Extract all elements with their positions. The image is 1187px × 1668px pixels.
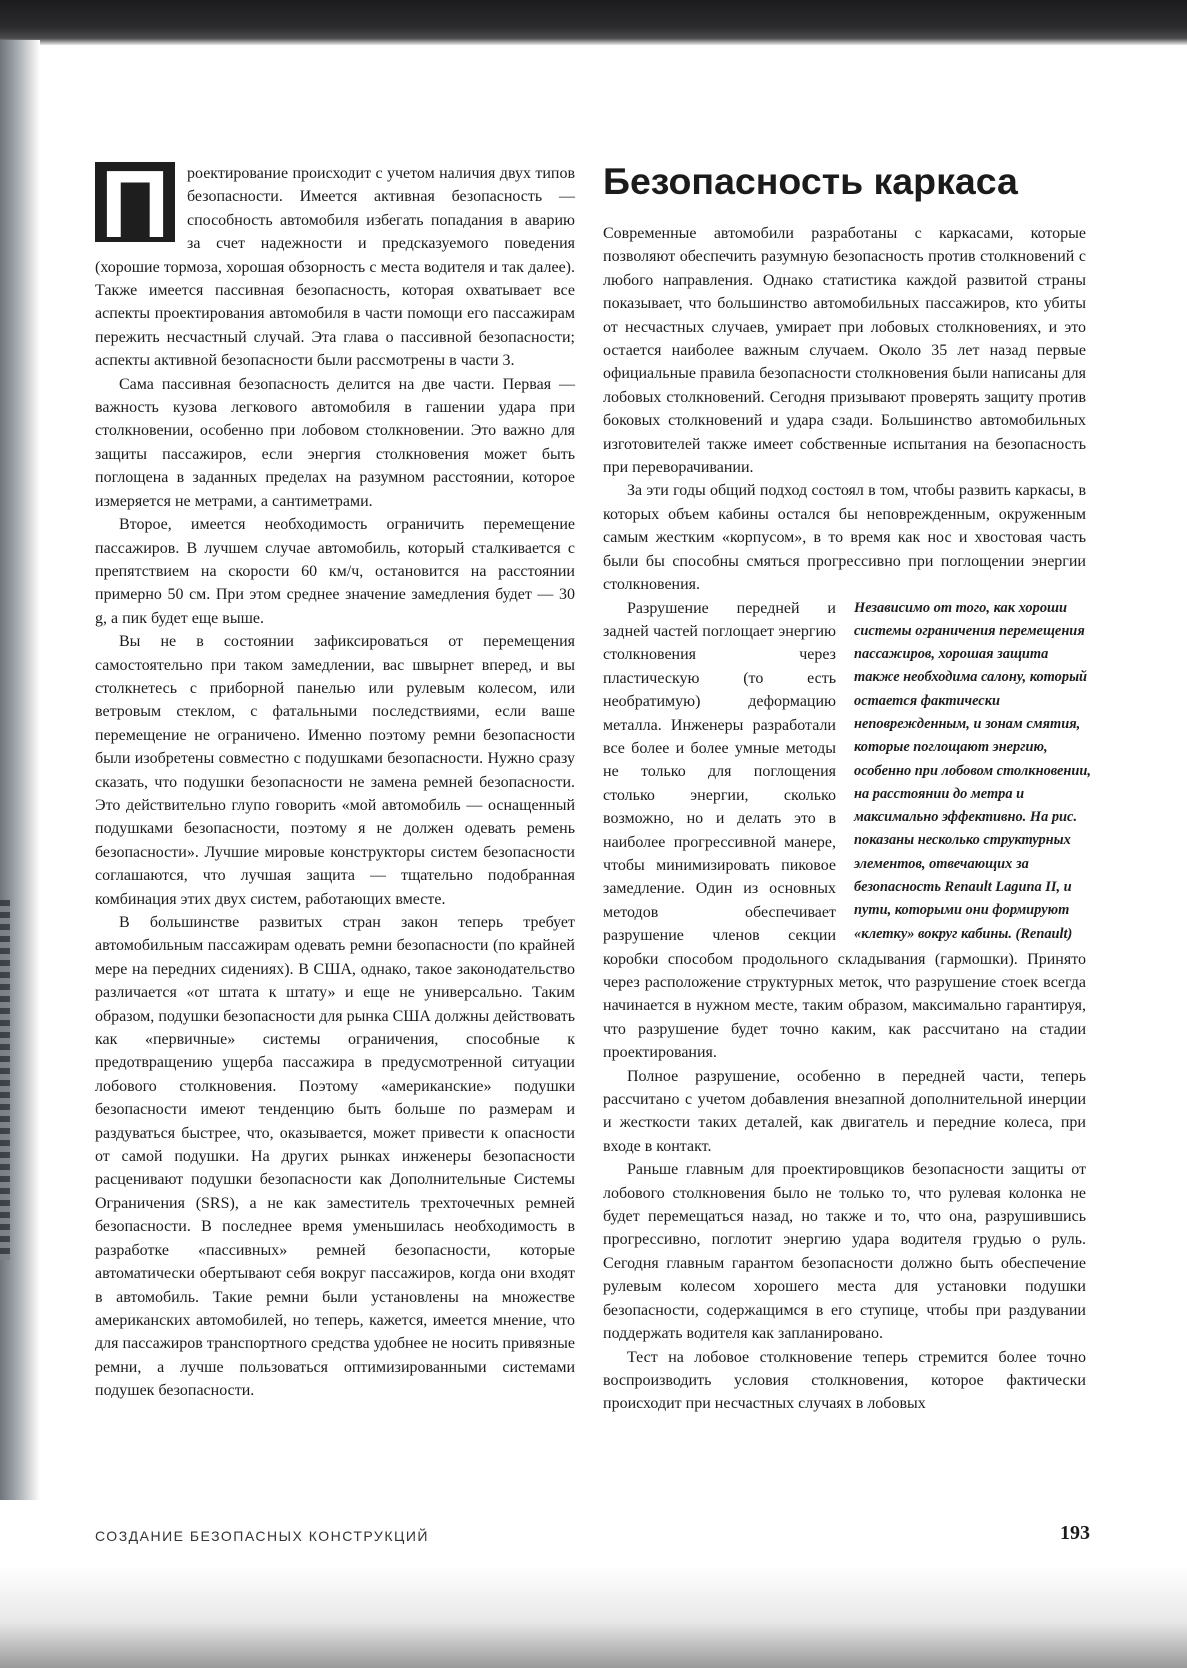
left-paragraph-text: роектирование происходит с учетом наличия двух типов безопасности. Имеется активная безопасность — способность автомобиля избегать попадания в аварию за счет надежности и предсказуемого поведения (хорошие тормоза, хорошая обзорность с места водителя и так далее). Также имеется пассивная безопасность, которая охватывает все аспекты проектирования автомобиля в части помощи его пассажирам пережить несчастный случай. Эта глава о пассивной безопасности; аспекты активной безопасности были рассмотрены в части 3. [95,165,575,370]
left-column [95,151,575,1403]
binding-strip [0,900,10,1260]
page-bottom-edge [0,1565,1187,1668]
binding-shadow [0,40,40,1500]
right-paragraph: Тест на лобовое столкновение теперь стремится более точно воспроизводить условия столкновения, которое фактически происходит при несчастных случаях в лобовых [603,1348,1086,1413]
right-paragraph-text: Разрушение передней и задней частей поглощает энергию столкновения через пластическую (то есть необратимую) деформацию металла. Инженеры разработали все более и более умные методы не только для поглощения столько энергии, сколько возможно, но и делать это в наиболее прогрессивной манере, чтобы минимизировать пиковое замедление. Один из основных методов обеспечивает разрушение членов секции коробки способом продольного складывания (гармошки). Принято через расположение структурных меток, что разрушение стоек всегда начинается в нужном месте, таким образом, максимально гарантируя, что разрушение будет точно каким, как рассчитано на стадии проектирования. [603,599,1086,1062]
section-heading: Безопасность каркаса [603,160,1018,202]
left-paragraph [95,151,575,373]
figure-caption: Независимо от того, как хороши системы ограничения перемещения пассажиров, хорошая защита также необходима салону, который остается фактически неповрежденным, и зонам смятия, которые поглощают энергию, особенно при лобовом столкновении, на расстоянии до метра и максимально эффективно. На рис. показаны несколько структурных элементов, отвечающих за безопасность Renault Laguna II, и пути, которыми они формируют «клетку» вокруг кабины. (Renault) [854,599,1091,942]
running-title: СОЗДАНИЕ БЕЗОПАСНЫХ КОНСТРУКЦИЙ [95,1528,429,1544]
right-paragraph: Раньше главным для проектировщиков безопасности защиты от лобового столкновения было не только то, что рулевая колонка не будет перемещаться назад, но также и то, что она, разрушившись прогрессивно, поглотит энергию удара водителя грудью о руль. Сегодня главным гарантом безопасности должно быть обеспечение рулевым колесом хорошего места для установки подушки безопасности, содержащимся в его ступице, чтобы при раздувании поддержать водителя как запланировано. [603,1161,1086,1343]
page-number: 193 [1060,1522,1090,1544]
right-paragraph: За эти годы общий подход состоял в том, чтобы развить каркасы, в которых объем кабины остался бы неповрежденным, окруженным самым жестким «корпусом», в то время как нос и хвостовая часть были бы способны смяться прогрессивно при поглощении энергии столкновения. [603,482,1086,594]
right-paragraph: Полное разрушение, особенно в передней части, теперь рассчитано с учетом добавления внезапной дополнительной инерции и жесткости таких деталей, как двигатель и передние колеса, при входе в контакт. [603,1067,1086,1155]
right-paragraph: Современные автомобили разработаны с каркасами, которые позволяют обеспечить разумную безопасность против столкновений с любого направления. Однако статистика каждой развитой страны показывает, что большинство автомобильных пассажиров, кто убиты от несчастных случаев, умирает при лобовых столкновениях, и это остается наиболее важным случаем. Около 35 лет назад первые официальные правила безопасности столкновения были написаны для лобовых столкновений. Сегодня призывают проверять защиту против боковых столкновений и удара сзади. Большинство автомобильных изготовителей также имеет собственные испытания на безопасность при переворачивании. [603,225,1086,477]
left-paragraph: Сама пассивная безопасность делится на две части. Первая — важность кузова легкового автомобиля в гашении удара при столкновении, особенно при лобовом столкновении. Это важно для защиты пассажиров, если энергия столкновения может быть поглощена в заданных пределах на разумном расстоянии, которое измеряется не метрами, а сантиметрами. [95,375,575,510]
right-paragraph [603,597,1091,1065]
drop-cap: П [95,162,175,242]
right-column [603,222,1091,1416]
left-paragraph: Вы не в состоянии зафиксироваться от перемещения самостоятельно при таком замедлении, вас швырнет вперед, и вы столкнетесь с приборной панелью или рулевым колесом, или ветровым стеклом, с фатальными последствиями, если ваше перемещение не ограничено. Именно поэтому ремни безопасности были изобретены совместно с подушками безопасности. Нужно сразу сказать, что подушки безопасности не замена ремней безопасности. Это действительно глупо говорить «мой автомобиль — оснащенный подушками безопасности, поэтому я не должен одевать ремень безопасности». Лучшие мировые конструкторы систем безопасности соглашаются, что лучшая защита — тщательно подобранная комбинация этих двух систем, работающих вместе. [95,633,575,908]
left-paragraph: В большинстве развитых стран закон теперь требует автомобильным пассажирам одевать ремни безопасности (по крайней мере на передних сидениях). В США, однако, такое законодательство различается «от штата к штату» и еще не универсально. Таким образом, подушки безопасности для рынка США должны действовать как «первичные» системы ограничения, способные к предотвращению ущерба пассажира в предусмотренной ситуации лобового столкновения. Поэтому «американские» подушки безопасности имеют тенденцию быть больше по размерам и раздуваться быстрее, что, оказывается, может привести к опасности от самой подушки. На других рынках инженеры безопасности расценивают подушки безопасности как Дополнительные Системы Ограничения (SRS), а не как заместитель трехточечных ремней безопасности. В последнее время уменьшилась необходимость в разработке «пассивных» ремней безопасности, которые автоматически обертывают себя вокруг пассажиров, когда они входят в автомобиль. Такие ремни были установлены на множестве американских автомобилей, но теперь, кажется, имеется мнение, что для пассажиров транспортного средства удобнее не носить привязные ремни, а лучше пользоваться оптимизированными системами подушек безопасности. [95,914,575,1400]
scanner-top-edge [0,0,1187,45]
left-paragraph: Второе, имеется необходимость ограничить перемещение пассажиров. В лучшем случае автомобиль, который сталкивается с препятствием на скорости 60 км/ч, остановится на расстоянии примерно 50 см. При этом среднее значение замедления будет — 30 g, а пик будет еще выше. [95,516,575,627]
